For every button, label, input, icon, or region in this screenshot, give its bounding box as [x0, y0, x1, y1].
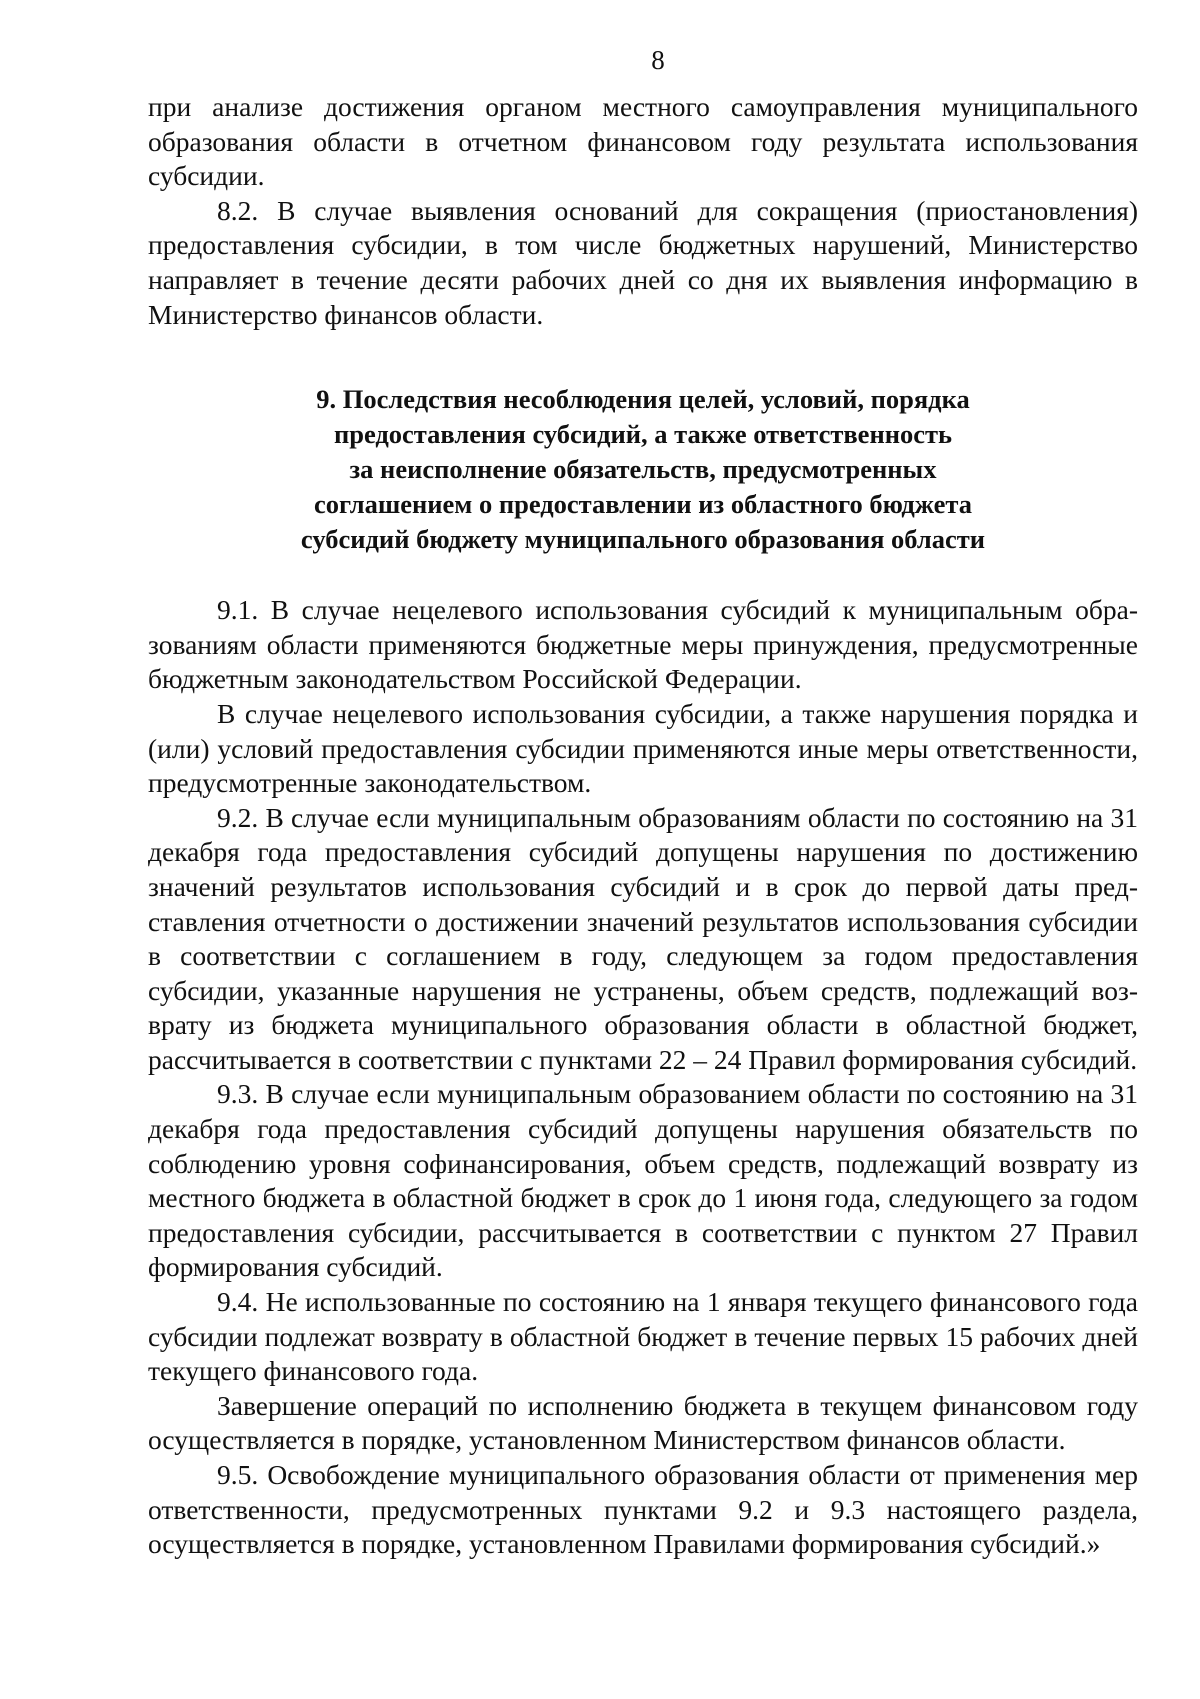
- paragraph-8-2: 8.2. В случае выявления оснований для сокращения (приостановления) предоставления субсидии, в том числе бюджетных нарушений, Министерство направляет в течение десяти рабочих дней со дня их выявления информацию в Министерство финансов области.: [148, 194, 1138, 330]
- section-title-line: субсидий бюджету муниципального образования области: [300, 524, 986, 555]
- paragraph-8-1-continuation: при анализе достижения органом местного самоуправления муниципального образования области в отчетном финансовом году результата использования субсидии.: [148, 91, 1138, 192]
- document-page: [148, 40, 1138, 1562]
- paragraph-9-3: 9.3. В случае если муниципальным образованием области по состоянию на 31 декабря года предоставления субсидий допущены нарушения обязательств по соблюдению уровня софинансирования, объем средств, подлежащий возврату из местного бюджета в областной бюджет в срок до 1 июня года, следующего за годом предоставления субсидии, рассчитывается в соответствии с пунктом 27 Правил формирования субсидий.: [148, 1078, 1138, 1283]
- paragraph-9-1-sanctions: В случае нецелевого использования субсидии, а также нарушения порядка и (или) условий предоставления субсидии применяются иные меры ответственности, предусмотренные законодательством.: [148, 697, 1138, 799]
- section-title-line: 9. Последствия несоблюдения целей, условий, порядка: [316, 384, 970, 415]
- section-9-title: [148, 382, 1138, 557]
- paragraph-9-1: 9.1. В случае нецелевого использования субсидий к муниципальным образованиям области применяются бюджетные меры принуждения, предусмотренные бюджетным законодательством Российской Федерации.: [148, 594, 1138, 695]
- page-number: 8: [651, 45, 665, 75]
- paragraph-9-4: 9.4. Не использованные по состоянию на 1 января текущего финансового года субсидии подлежат возврату в областной бюджет в течение первых 15 рабочих дней текущего финансового года.: [148, 1286, 1138, 1387]
- paragraph-9-5: 9.5. Освобождение муниципального образования области от применения мер ответственности, предусмотренных пунктами 9.2 и 9.3 настоящего раздела, осуществляется в порядке, установленном Правилами формирования субсидий.»: [148, 1459, 1138, 1560]
- section-title-line: за неисполнение обязательств, предусмотренных: [349, 454, 937, 485]
- section-title-line: предоставления субсидий, а также ответственность: [333, 419, 953, 450]
- paragraph-9-2: 9.2. В случае если муниципальным образованиям области по состоянию на 31 декабря года предоставления субсидий допущены нарушения по достижению значений результатов использования субсидий и в срок до первой даты представления отчетности о достижении значений результатов использования субсидии в соответствии с соглашением в году, следующем за годом предоставления субсидии, указанные нарушения не устранены, объем средств, подлежащий возврату из бюджета муниципального образования области в областной бюджет, рассчитывается в соответствии с пунктами 22 – 24 Правил формирования субсидий.: [148, 801, 1138, 1075]
- paragraph-9-4-completion: Завершение операций по исполнению бюджета в текущем финансовом году осуществляется в порядке, установленном Министерством финансов области.: [148, 1389, 1138, 1456]
- section-title-line: соглашением о предоставлении из областного бюджета: [314, 489, 972, 520]
